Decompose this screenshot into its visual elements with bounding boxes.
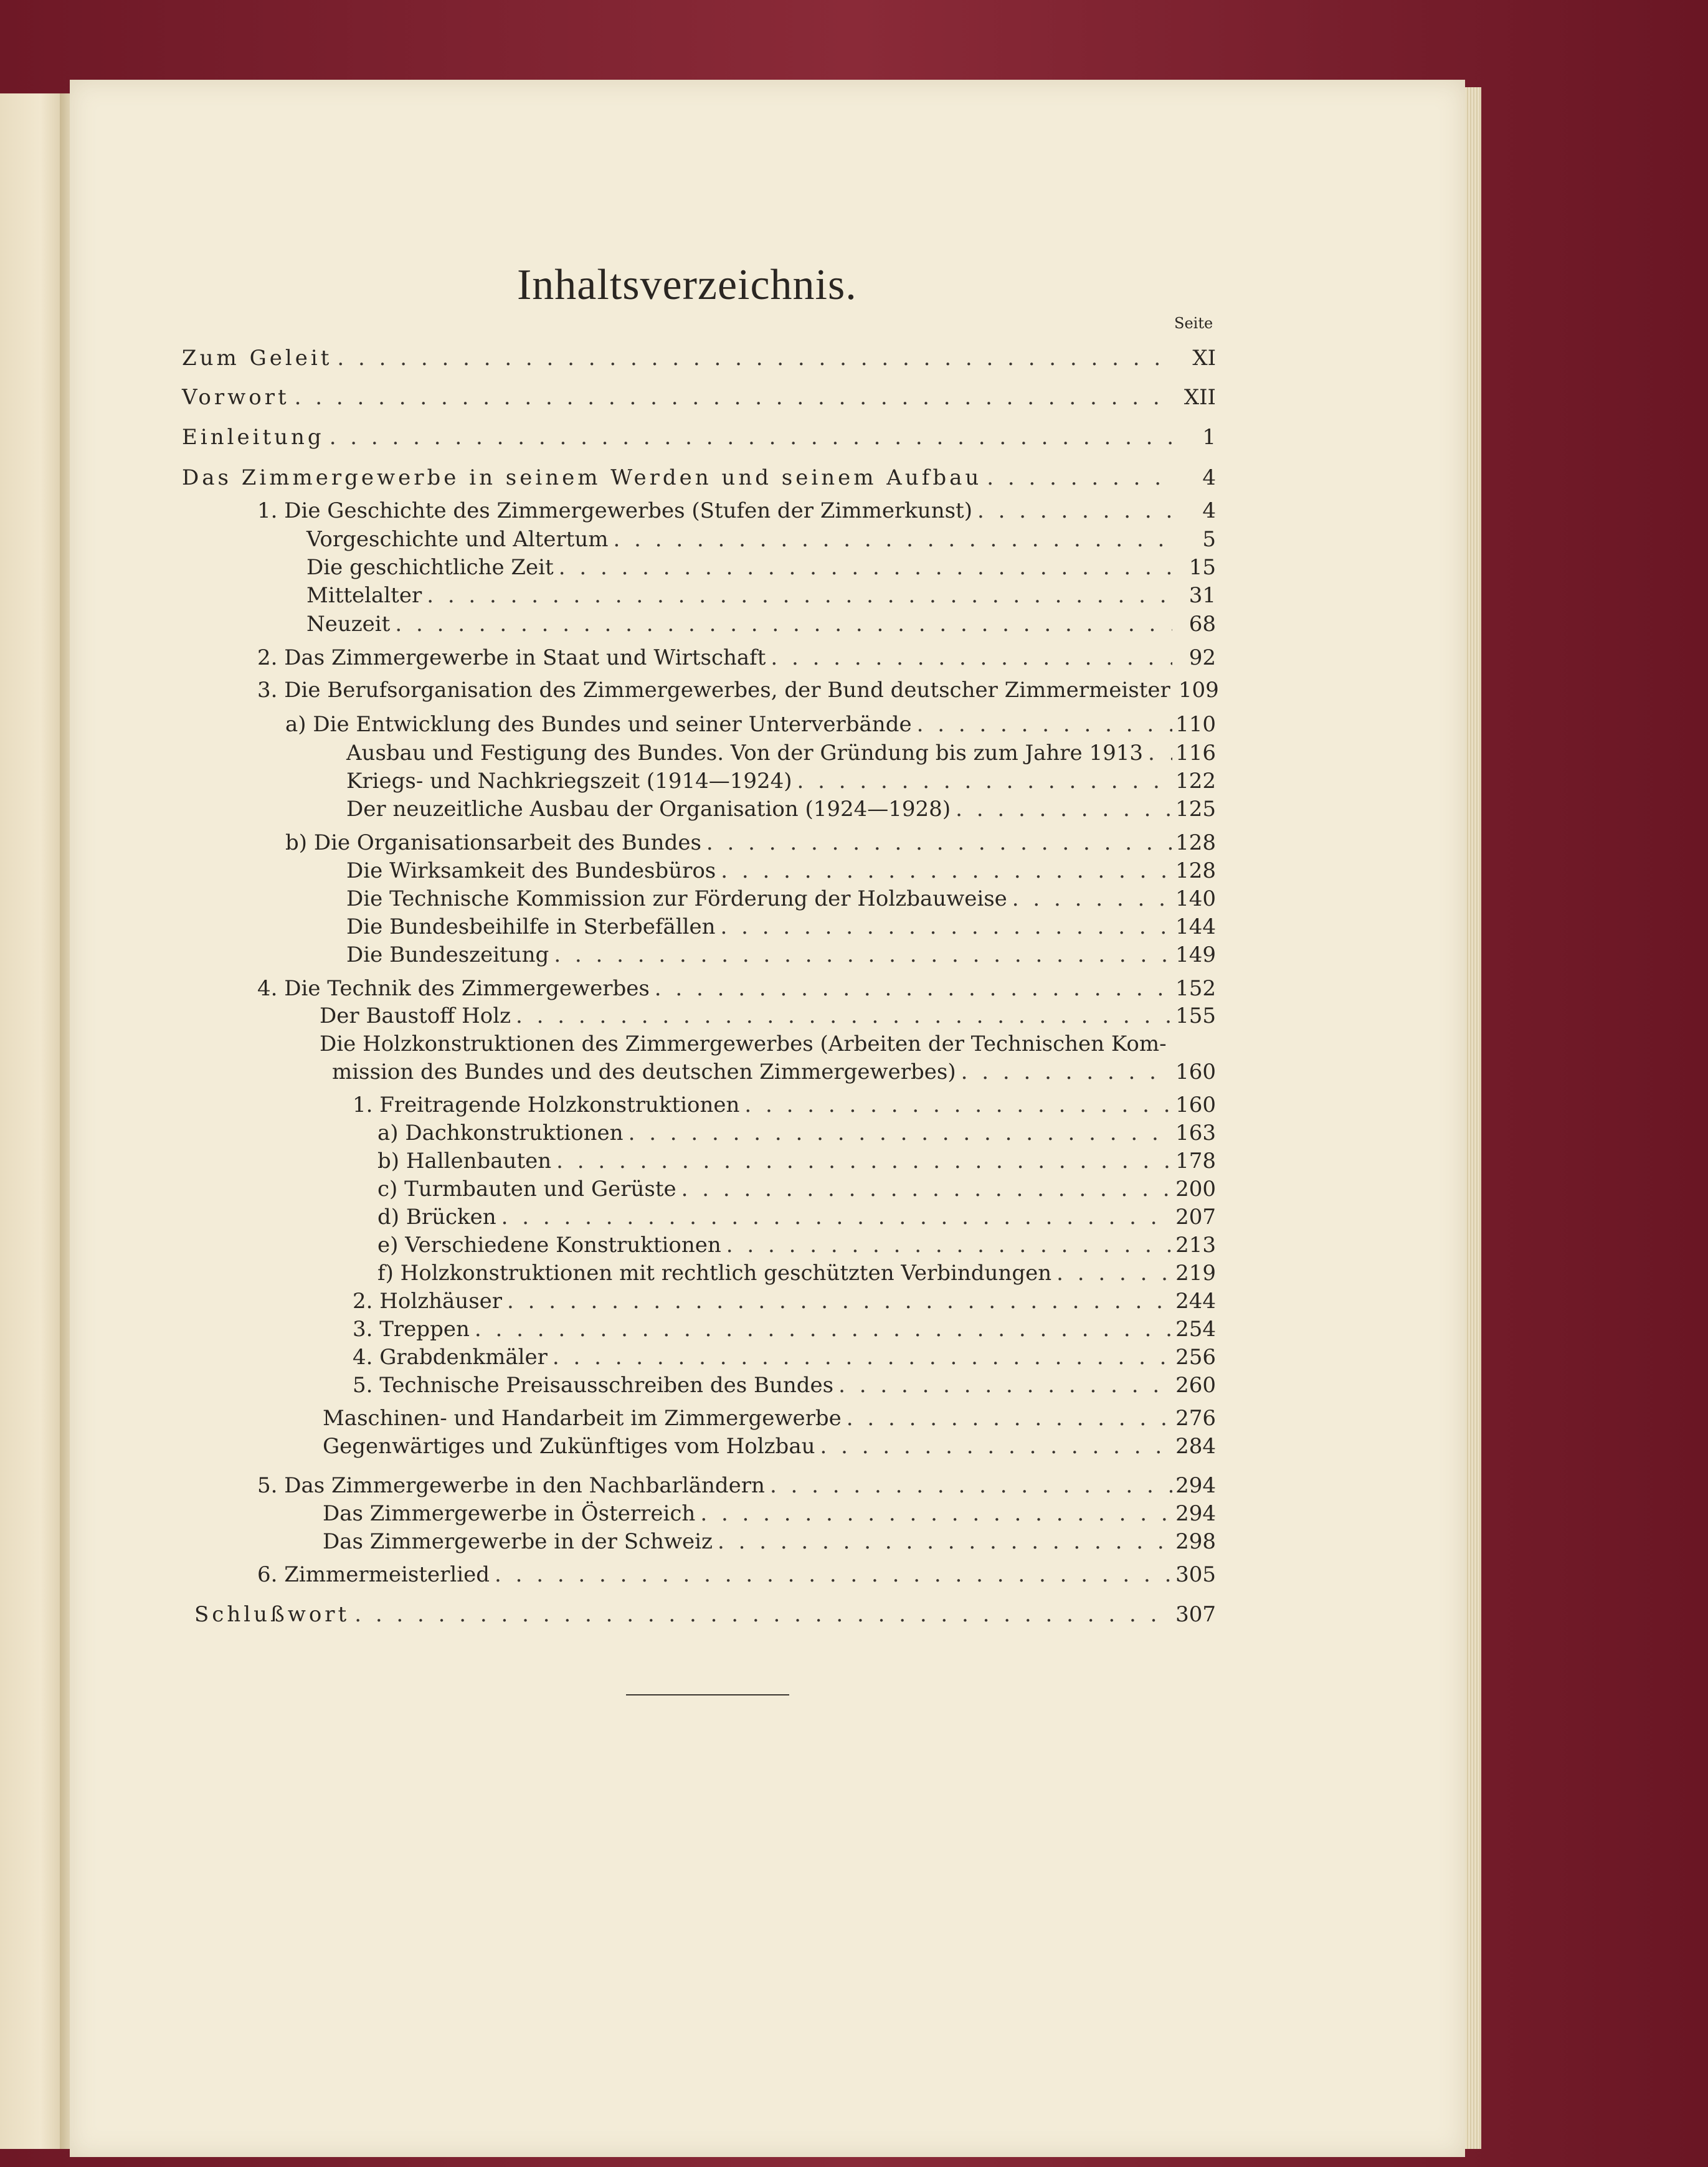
toc-leader bbox=[395, 612, 1172, 637]
toc-leader bbox=[956, 797, 1172, 822]
toc-page: 128 bbox=[1175, 830, 1216, 855]
toc-entry[interactable] bbox=[346, 741, 1216, 766]
toc-page: 116 bbox=[1175, 741, 1216, 766]
toc-entry[interactable] bbox=[377, 1121, 1216, 1145]
toc-page: 207 bbox=[1175, 1205, 1216, 1230]
toc-entry[interactable] bbox=[257, 1562, 1216, 1587]
toc-entry[interactable] bbox=[377, 1205, 1216, 1230]
toc-leader bbox=[838, 1373, 1172, 1398]
toc-label: c) Turmbauten und Gerüste bbox=[377, 1177, 676, 1202]
toc-page: 110 bbox=[1175, 712, 1216, 737]
toc-label: 2. Das Zimmergewerbe in Staat und Wirtschaft bbox=[257, 645, 766, 670]
toc-page: 122 bbox=[1175, 769, 1216, 794]
toc-label: 1. Die Geschichte des Zimmergewerbes (Stufen der Zimmerkunst) bbox=[257, 498, 972, 523]
toc-entry[interactable] bbox=[332, 1060, 1216, 1084]
toc-leader bbox=[771, 645, 1172, 670]
toc-label: 6. Zimmermeisterlied bbox=[257, 1562, 490, 1587]
toc-entry[interactable] bbox=[353, 1093, 1216, 1117]
toc-page: 149 bbox=[1175, 942, 1216, 967]
toc-leader bbox=[559, 555, 1172, 580]
toc-entry[interactable] bbox=[285, 712, 1216, 737]
toc-entry[interactable] bbox=[257, 1473, 1216, 1498]
toc-page: 125 bbox=[1175, 797, 1216, 822]
toc-leader bbox=[427, 583, 1172, 608]
toc-label: Der neuzeitliche Ausbau der Organisation (1924—1928) bbox=[346, 797, 951, 822]
toc-label: Gegenwärtiges und Zukünftiges vom Holzbau bbox=[323, 1434, 815, 1459]
toc-page: 92 bbox=[1188, 645, 1216, 670]
toc-page: 294 bbox=[1175, 1501, 1216, 1526]
toc-page: 15 bbox=[1188, 555, 1216, 580]
toc-label: Vorgeschichte und Altertum bbox=[306, 527, 609, 552]
toc-page: 68 bbox=[1188, 612, 1216, 637]
toc-label: f) Holzkonstruktionen mit rechtlich geschützten Verbindungen bbox=[377, 1261, 1052, 1286]
toc-label: Das Zimmergewerbe in Österreich bbox=[323, 1501, 696, 1526]
toc-page: 155 bbox=[1175, 1003, 1216, 1028]
toc-label: Zum Geleit bbox=[182, 346, 333, 371]
toc-page: 256 bbox=[1175, 1345, 1216, 1370]
toc-page: 4 bbox=[1202, 498, 1216, 523]
toc-label: Neuzeit bbox=[306, 612, 391, 637]
toc-label: Die Bundesbeihilfe in Sterbefällen bbox=[346, 914, 716, 939]
toc-entry[interactable] bbox=[323, 1529, 1216, 1554]
toc-leader bbox=[961, 1060, 1172, 1084]
toc-leader bbox=[721, 914, 1172, 939]
toc-leader bbox=[1056, 1261, 1172, 1286]
toc-leader bbox=[507, 1289, 1172, 1314]
toc-leader bbox=[516, 1003, 1172, 1028]
toc-page: 144 bbox=[1175, 914, 1216, 939]
toc-page: 260 bbox=[1175, 1373, 1216, 1398]
toc-entry[interactable] bbox=[182, 346, 1216, 371]
toc-page: 284 bbox=[1175, 1434, 1216, 1459]
toc-page: 305 bbox=[1175, 1562, 1216, 1587]
toc-label: 1. Freitragende Holzkonstruktionen bbox=[353, 1093, 740, 1117]
toc-page: 219 bbox=[1175, 1261, 1216, 1286]
toc-page: XII bbox=[1184, 385, 1216, 410]
toc-label: 2. Holzhäuser bbox=[353, 1289, 503, 1314]
toc-label: Maschinen- und Handarbeit im Zimmergewerbe bbox=[323, 1406, 842, 1431]
toc-entry[interactable] bbox=[320, 1003, 1216, 1028]
toc-label: Der Baustoff Holz bbox=[320, 1003, 511, 1028]
toc-leader bbox=[820, 1434, 1172, 1459]
toc-leader bbox=[700, 1501, 1172, 1526]
page-title: Inhaltsverzeichnis. bbox=[517, 261, 857, 309]
toc-leader bbox=[744, 1093, 1172, 1117]
toc-entry[interactable] bbox=[306, 527, 1216, 552]
toc-page: 294 bbox=[1175, 1473, 1216, 1498]
toc-label: 5. Das Zimmergewerbe in den Nachbarländern bbox=[257, 1473, 765, 1498]
toc-page: 160 bbox=[1175, 1060, 1216, 1084]
toc-leader bbox=[1148, 741, 1172, 766]
toc-page: 163 bbox=[1175, 1121, 1216, 1145]
toc-page: 200 bbox=[1175, 1177, 1216, 1202]
closing-rule bbox=[626, 1694, 789, 1695]
toc-page: XI bbox=[1192, 346, 1216, 371]
toc-entry[interactable] bbox=[323, 1406, 1216, 1431]
toc-label: 3. Die Berufsorganisation des Zimmergewerbes, der Bund deutscher Zimmermeister bbox=[257, 678, 1170, 703]
toc-leader bbox=[770, 1473, 1172, 1498]
toc-label: Die geschichtliche Zeit bbox=[306, 555, 554, 580]
toc-entry[interactable] bbox=[346, 942, 1216, 967]
toc-page: 152 bbox=[1175, 976, 1216, 1001]
toc-entry[interactable] bbox=[346, 886, 1216, 911]
toc-label: Die Wirksamkeit des Bundesbüros bbox=[346, 858, 716, 883]
toc-entry[interactable] bbox=[285, 830, 1216, 855]
toc-leader bbox=[726, 1233, 1172, 1258]
toc-entry[interactable] bbox=[306, 612, 1216, 637]
toc-entry[interactable] bbox=[353, 1373, 1216, 1398]
toc-entry[interactable] bbox=[346, 914, 1216, 939]
toc-entry[interactable] bbox=[377, 1177, 1216, 1202]
toc-entry[interactable] bbox=[194, 1602, 1216, 1627]
toc-leader bbox=[655, 976, 1172, 1001]
toc-label: b) Hallenbauten bbox=[377, 1149, 552, 1174]
toc-page: 31 bbox=[1188, 583, 1216, 608]
toc-page: 109 bbox=[1178, 678, 1219, 703]
toc-entry[interactable] bbox=[257, 678, 1219, 703]
toc-label: 3. Treppen bbox=[353, 1317, 470, 1342]
toc-page: 160 bbox=[1175, 1093, 1216, 1117]
toc-leader bbox=[721, 858, 1172, 883]
toc-entry[interactable] bbox=[323, 1434, 1216, 1459]
toc-label: Mittelalter bbox=[306, 583, 422, 608]
toc-leader bbox=[987, 465, 1172, 490]
toc-leader bbox=[917, 712, 1172, 737]
toc-leader bbox=[337, 346, 1172, 371]
toc-leader bbox=[847, 1406, 1172, 1431]
toc-leader bbox=[295, 385, 1172, 410]
toc-entry[interactable] bbox=[353, 1317, 1216, 1342]
toc-entry[interactable] bbox=[306, 555, 1216, 580]
toc-label: Das Zimmergewerbe in seinem Werden und seinem Aufbau bbox=[182, 465, 982, 490]
toc-page: 140 bbox=[1175, 886, 1216, 911]
toc-leader bbox=[706, 830, 1172, 855]
toc-page: 1 bbox=[1202, 425, 1216, 450]
toc-leader bbox=[501, 1205, 1172, 1230]
toc-label: b) Die Organisationsarbeit des Bundes bbox=[285, 830, 701, 855]
toc-page: 244 bbox=[1175, 1289, 1216, 1314]
toc-entry[interactable] bbox=[377, 1233, 1216, 1258]
toc-entry[interactable] bbox=[182, 465, 1216, 490]
toc-page: 254 bbox=[1175, 1317, 1216, 1342]
toc-label: Ausbau und Festigung des Bundes. Von der Gründung bis zum Jahre 1913 bbox=[346, 741, 1144, 766]
toc-page: 213 bbox=[1175, 1233, 1216, 1258]
toc-leader bbox=[475, 1317, 1172, 1342]
toc-label: a) Die Entwicklung des Bundes und seiner Unterverbände bbox=[285, 712, 912, 737]
column-header: Seite bbox=[1174, 315, 1213, 332]
toc-label: Vorwort bbox=[182, 385, 290, 410]
toc-entry[interactable] bbox=[323, 1501, 1216, 1526]
toc-leader bbox=[330, 425, 1172, 450]
toc-label: Kriegs- und Nachkriegszeit (1914—1924) bbox=[346, 769, 792, 794]
toc-label: d) Brücken bbox=[377, 1205, 496, 1230]
toc-leader bbox=[556, 1149, 1172, 1174]
toc-entry[interactable] bbox=[377, 1261, 1216, 1286]
toc-leader bbox=[629, 1121, 1172, 1145]
toc-entry[interactable] bbox=[346, 769, 1216, 794]
toc-label: Das Zimmergewerbe in der Schweiz bbox=[323, 1529, 713, 1554]
toc-page: 178 bbox=[1175, 1149, 1216, 1174]
toc-leader bbox=[1012, 886, 1172, 911]
toc-entry[interactable] bbox=[182, 385, 1216, 410]
toc-label-continued: mission des Bundes und des deutschen Zimmergewerbes) bbox=[332, 1060, 956, 1084]
toc-page: 128 bbox=[1175, 858, 1216, 883]
toc-leader bbox=[977, 498, 1172, 523]
toc-leader bbox=[718, 1529, 1172, 1554]
toc-label: a) Dachkonstruktionen bbox=[377, 1121, 624, 1145]
toc-page: 5 bbox=[1202, 527, 1216, 552]
toc-page: 307 bbox=[1175, 1602, 1216, 1627]
toc-label: Schlußwort bbox=[194, 1602, 350, 1627]
toc-page: 276 bbox=[1175, 1406, 1216, 1431]
toc-leader bbox=[613, 527, 1172, 552]
toc-label: 5. Technische Preisausschreiben des Bundes bbox=[353, 1373, 834, 1398]
toc-leader bbox=[554, 942, 1172, 967]
toc-leader bbox=[354, 1602, 1172, 1627]
toc-leader bbox=[553, 1345, 1172, 1370]
toc-entry[interactable] bbox=[377, 1149, 1216, 1174]
toc-leader bbox=[797, 769, 1172, 794]
toc-page: 298 bbox=[1175, 1529, 1216, 1554]
toc-entry[interactable] bbox=[257, 498, 1216, 523]
toc-leader bbox=[495, 1562, 1172, 1587]
toc-entry[interactable] bbox=[306, 583, 1216, 608]
toc-entry[interactable] bbox=[353, 1345, 1216, 1370]
toc-label: Die Technische Kommission zur Förderung der Holzbauweise bbox=[346, 886, 1007, 911]
toc-label: 4. Grabdenkmäler bbox=[353, 1345, 548, 1370]
toc-entry[interactable] bbox=[257, 976, 1216, 1001]
toc-leader bbox=[681, 1177, 1172, 1202]
toc-label: e) Verschiedene Konstruktionen bbox=[377, 1233, 721, 1258]
toc-entry[interactable] bbox=[182, 425, 1216, 450]
toc-label: Einleitung bbox=[182, 425, 325, 450]
toc-entry[interactable] bbox=[353, 1289, 1216, 1314]
toc-entry[interactable] bbox=[346, 858, 1216, 883]
toc-label[interactable]: Die Holzkonstruktionen des Zimmergewerbes (Arbeiten der Technischen Kom- bbox=[320, 1031, 1167, 1056]
toc-entry[interactable] bbox=[257, 645, 1216, 670]
toc-label: Die Bundeszeitung bbox=[346, 942, 549, 967]
toc-page: 4 bbox=[1202, 465, 1216, 490]
toc-entry[interactable] bbox=[346, 797, 1216, 822]
toc-label: 4. Die Technik des Zimmergewerbes bbox=[257, 976, 650, 1001]
